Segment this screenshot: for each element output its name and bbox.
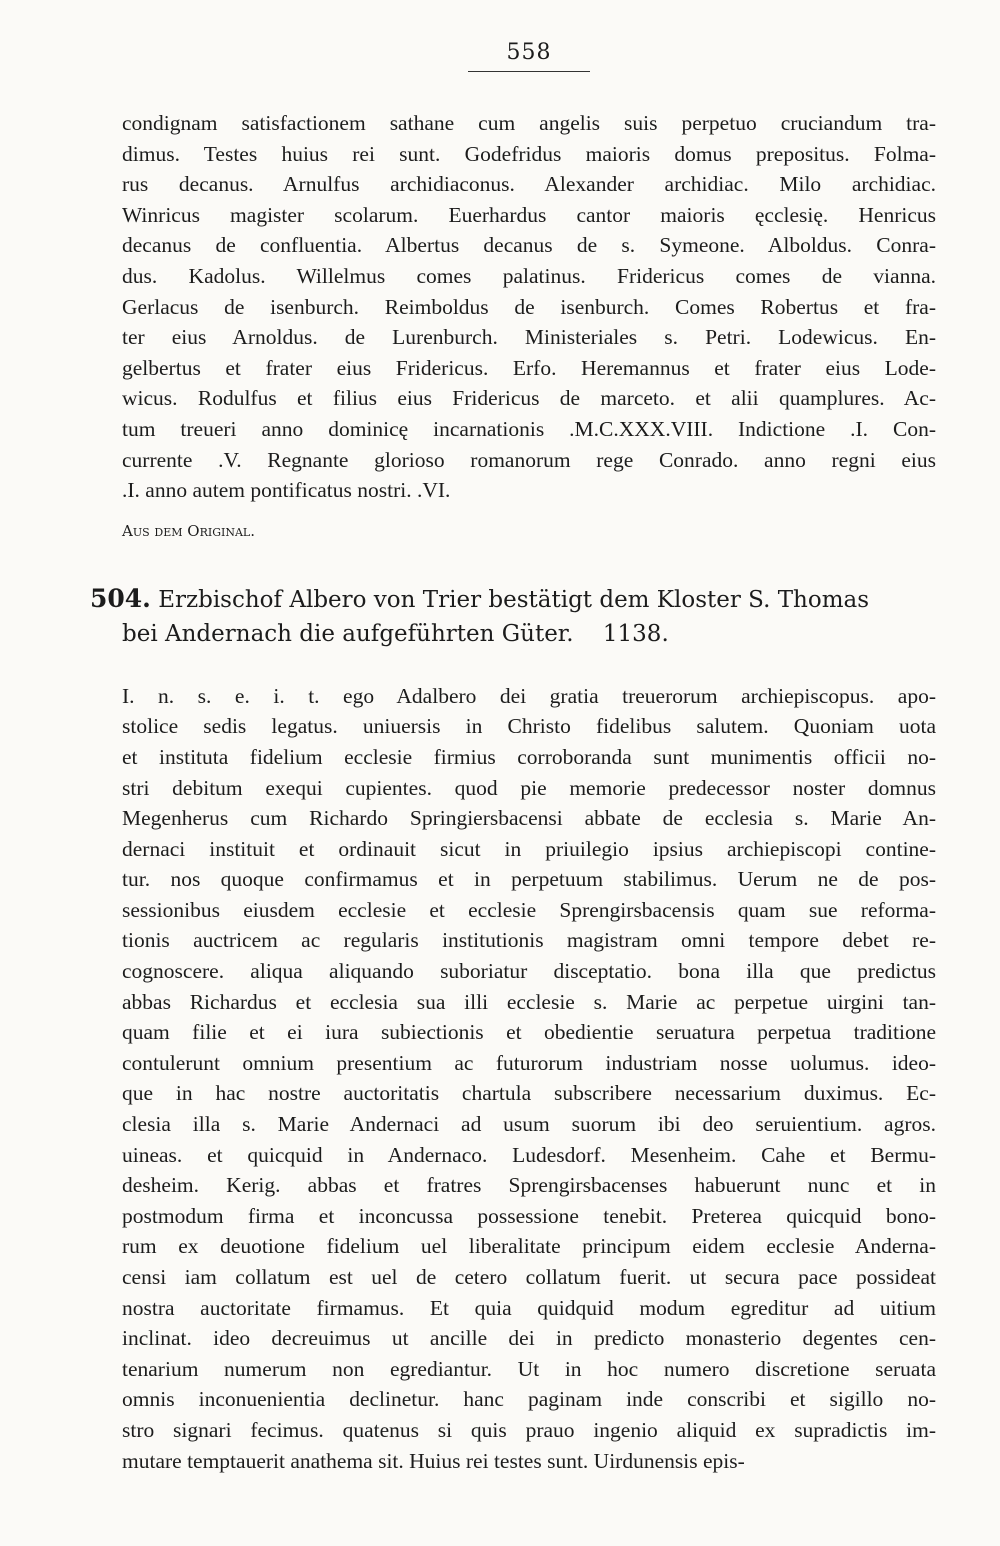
text-line: rus decanus. Arnulfus archidiaconus. Alexander archidiac. Milo archidiac.	[122, 172, 936, 197]
charter-year: 1138.	[602, 620, 669, 647]
text-line: omnis inconuenientia declinetur. hanc paginam inde conscribi et sigillo no-	[122, 1387, 936, 1412]
text-line: cognoscere. aliqua aliquando suboriatur disceptatio. bona illa que predictus	[122, 959, 936, 984]
text-line: decanus de confluentia. Albertus decanus de s. Symeone. Alboldus. Conra-	[122, 233, 936, 258]
charter-heading-line2: bei Andernach die aufgeführten Güter.	[122, 620, 574, 647]
text-line: quam filie et ei iura subiectionis et obedientie seruatura perpetua traditione	[122, 1020, 936, 1045]
charter-504-heading	[90, 582, 936, 651]
text-line: uineas. et quicquid in Andernaco. Ludesdorf. Mesenheim. Cahe et Bermu-	[122, 1142, 936, 1167]
text-line: desheim. Kerig. abbas et fratres Sprengirsbacenses habuerunt nunc et in	[122, 1173, 936, 1198]
text-line: ter eius Arnoldus. de Lurenburch. Ministeriales s. Petri. Lodewicus. En-	[122, 325, 936, 350]
book-page	[90, 40, 936, 1476]
text-line: censi iam collatum est uel de cetero collatum fuerit. ut secura pace possideat	[122, 1265, 936, 1289]
text-line: stolice sedis legatus. uniuersis in Christo fidelibus salutem. Quoniam uota	[122, 714, 936, 739]
charter-heading-line1: Erzbischof Albero von Trier bestätigt dem Kloster S. Thomas	[158, 586, 870, 613]
charter-504-text	[122, 681, 936, 1476]
text-line: currente .V. Regnante glorioso romanorum rege Conrado. anno regni eius	[122, 447, 936, 472]
text-line: wicus. Rodulfus et filius eius Fridericus de marceto. et alii quamplures. Ac-	[122, 386, 936, 411]
text-line: tur. nos quoque confirmamus et in perpetuum stabilimus. Uerum ne de pos-	[122, 867, 936, 892]
text-line: tionis auctricem ac regularis institutionis magistram omni tempore debet re-	[122, 928, 936, 953]
text-line: stro signari fecimus. quatenus si quis prauo ingenio aliquid ex supradictis im-	[122, 1417, 936, 1442]
text-line: condignam satisfactionem sathane cum angelis suis perpetuo cruciandum tra-	[122, 111, 936, 135]
text-line: clesia illa s. Marie Andernaci ad usum suorum ibi deo seruientium. agros.	[122, 1112, 936, 1137]
text-line: que in hac nostre auctoritatis chartula subscribere necessarium duximus. Ec-	[122, 1081, 936, 1106]
text-line: dernaci instituit et ordinauit sicut in priuilegio ipsius archiepiscopi contine-	[122, 836, 936, 861]
text-line: abbas Richardus et ecclesia sua illi ecclesie s. Marie ac perpetue uirgini tan-	[122, 989, 936, 1014]
text-line: inclinat. ideo decreuimus ut ancille dei in predicto monasterio degentes cen-	[122, 1326, 936, 1351]
text-line: Gerlacus de isenburch. Reimboldus de isenburch. Comes Robertus et fra-	[122, 294, 936, 319]
text-line: stri debitum exequi cupientes. quod pie memorie predecessor noster domnus	[122, 775, 936, 800]
text-line: Winricus magister scolarum. Euerhardus cantor maioris ęcclesię. Henricus	[122, 202, 936, 227]
text-line: contulerunt omnium presentium ac futurorum industriam nosse uolumus. ideo-	[122, 1050, 936, 1075]
text-line: gelbertus et frater eius Fridericus. Erfo. Heremannus et frater eius Lode-	[122, 355, 936, 380]
text-line: dus. Kadolus. Willelmus comes palatinus. Fridericus comes de vianna.	[122, 263, 936, 288]
page-number-rule	[468, 71, 590, 72]
text-line: tum treueri anno dominicę incarnationis .M.C.XXX.VIII. Indictione .I. Con-	[122, 416, 936, 441]
text-line: sessionibus eiusdem ecclesie et ecclesie Sprengirsbacensis quam sue reforma-	[122, 897, 936, 922]
page-number: 558	[506, 40, 552, 65]
text-line: rum ex deuotione fidelium uel liberalitate principum eidem ecclesie Anderna-	[122, 1234, 936, 1259]
source-note: Aus dem Original.	[122, 521, 255, 540]
text-line: postmodum firma et inconcussa possessione tenebit. Preterea quicquid bono-	[122, 1203, 936, 1228]
text-line: tenarium numerum non egrediantur. Ut in hoc numero discretione seruata	[122, 1356, 936, 1381]
text-line: mutare temptauerit anathema sit. Huius rei testes sunt. Uirdunensis epis-	[122, 1448, 745, 1473]
text-line: Megenherus cum Richardo Springiersbacensi abbate de ecclesia s. Marie An-	[122, 806, 936, 831]
text-line: dimus. Testes huius rei sunt. Godefridus maioris domus prepositus. Folma-	[122, 141, 936, 166]
text-line: .I. anno autem pontificatus nostri. .VI.	[122, 478, 451, 503]
charter-503-text	[122, 108, 936, 506]
text-line: nostra auctoritate firmamus. Et quia quidquid modum egreditur ad uitium	[122, 1295, 936, 1320]
text-line: et instituta fidelium ecclesie firmius corroboranda sunt munimentis officii no-	[122, 744, 936, 769]
text-line: I. n. s. e. i. t. ego Adalbero dei gratia treuerorum archiepiscopus. apo-	[122, 683, 936, 708]
charter-number: 504.	[90, 583, 151, 613]
